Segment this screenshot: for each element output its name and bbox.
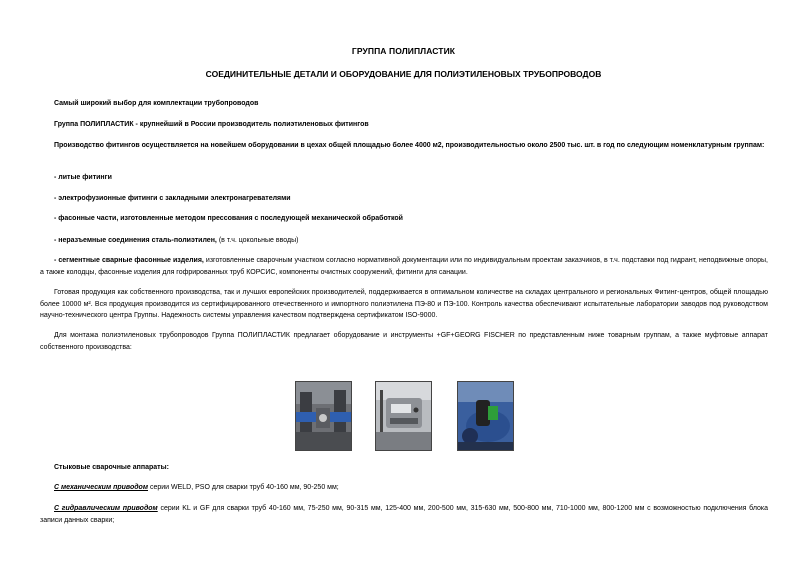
- hydraulic-drive-lead: С гидравлическим приводом: [54, 505, 158, 512]
- paragraph-production: Производство фитингов осуществляется на новейшем оборудовании в цехах общей площадью более 4000 м2, производительностью около 2500 тыс. шт. в год по следующим номенклатурным группам:: [54, 142, 765, 149]
- paragraph-finished-products: Готовая продукция как собственного производства, так и лучших европейских производителей, поддерживается в оптимальном количестве на складах центрального и региональных Фитинг-центров, общей площадью более 10000 м². Вся продукция производится из сертифицированного отечественного и импортного полиэтилена ПЭ-80 и ПЭ-100. Контроль качества обеспечивают испытательные лаборатории заводов под руководством научно-технического центра Группы. Надежность системы управления качеством подтверждена сертификатом ISO-9000.: [40, 289, 768, 319]
- hydraulic-drive-rest: серии KL и GF для сварки труб 40-160 мм, 75-250 мм, 90-315 мм, 125-400 мм, 200-500 мм, 315-630 мм, 500-800 мм, 710-1000 мм, 800-1200 мм с возможностью подключения блока записи данных сварки;: [40, 505, 768, 524]
- mechanical-drive-lead: С механическим приводом: [54, 484, 149, 491]
- mechanical-drive-rest: серии WELD, PSO для сварки труб 40-160 мм, 90-250 мм;: [148, 484, 339, 491]
- list-item-segment-parts: [40, 255, 768, 278]
- paragraph-hydraulic-drive: [40, 503, 768, 526]
- paragraph-mechanical-drive: [40, 482, 768, 494]
- paragraph-company: Группа ПОЛИПЛАСТИК - крупнейший в России производитель полиэтиленовых фитингов: [54, 121, 369, 128]
- list-item-cast-fittings: - литые фитинги: [54, 174, 112, 181]
- photo-welding-controller: [375, 381, 432, 451]
- photo-butt-welder: [295, 381, 352, 451]
- list-item-segment-bold: - сегментные сварные фасонные изделия,: [54, 257, 204, 264]
- photo-electrofusion-tool: [457, 381, 514, 451]
- page-subtitle: СОЕДИНИТЕЛЬНЫЕ ДЕТАЛИ И ОБОРУДОВАНИЕ ДЛЯ ПОЛИЭТИЛЕНОВЫХ ТРУБОПРОВОДОВ: [205, 69, 602, 79]
- electrofusion-tool-illustration: [458, 382, 513, 450]
- list-item-segment-rest: изготовленные сварочным участком согласно нормативной документации или по индивидуальным проектам заказчиков, в т.ч. подставки под гидрант, неподвижные опоры, а также колодцы, фасонные изделия для гофрированных труб КОРСИС, компоненты очистных сооружений, фитинги для санации.: [40, 257, 768, 276]
- paragraph-installation: Для монтажа полиэтиленовых трубопроводов Группа ПОЛИПЛАСТИК предлагает оборудование и инструменты +GF+GEORG FISCHER по представленным ниже товарным группам, а также муфтовые аппарат собственного производства:: [40, 332, 768, 351]
- list-item-pressed-parts: - фасонные части, изготовленные методом прессования с последующей механической обработкой: [54, 215, 403, 222]
- list-item-steel-pe-joints: [40, 235, 768, 247]
- paragraph-intro: Самый широкий выбор для комплектации трубопроводов: [54, 100, 259, 107]
- page-title: ГРУППА ПОЛИПЛАСТИК: [351, 46, 456, 56]
- welding-controller-illustration: [376, 382, 431, 450]
- list-item-steel-pe-bold: - неразъемные соединения сталь-полиэтилен,: [54, 237, 217, 244]
- paragraph-butt-welders: Стыковые сварочные аппараты:: [54, 464, 169, 471]
- list-item-steel-pe-rest: (в т.ч. цокольные вводы): [216, 237, 299, 244]
- list-item-electrofusion-fittings: - электрофузионные фитинги с закладными электронагревателями: [54, 195, 291, 202]
- butt-welder-illustration: [296, 382, 351, 450]
